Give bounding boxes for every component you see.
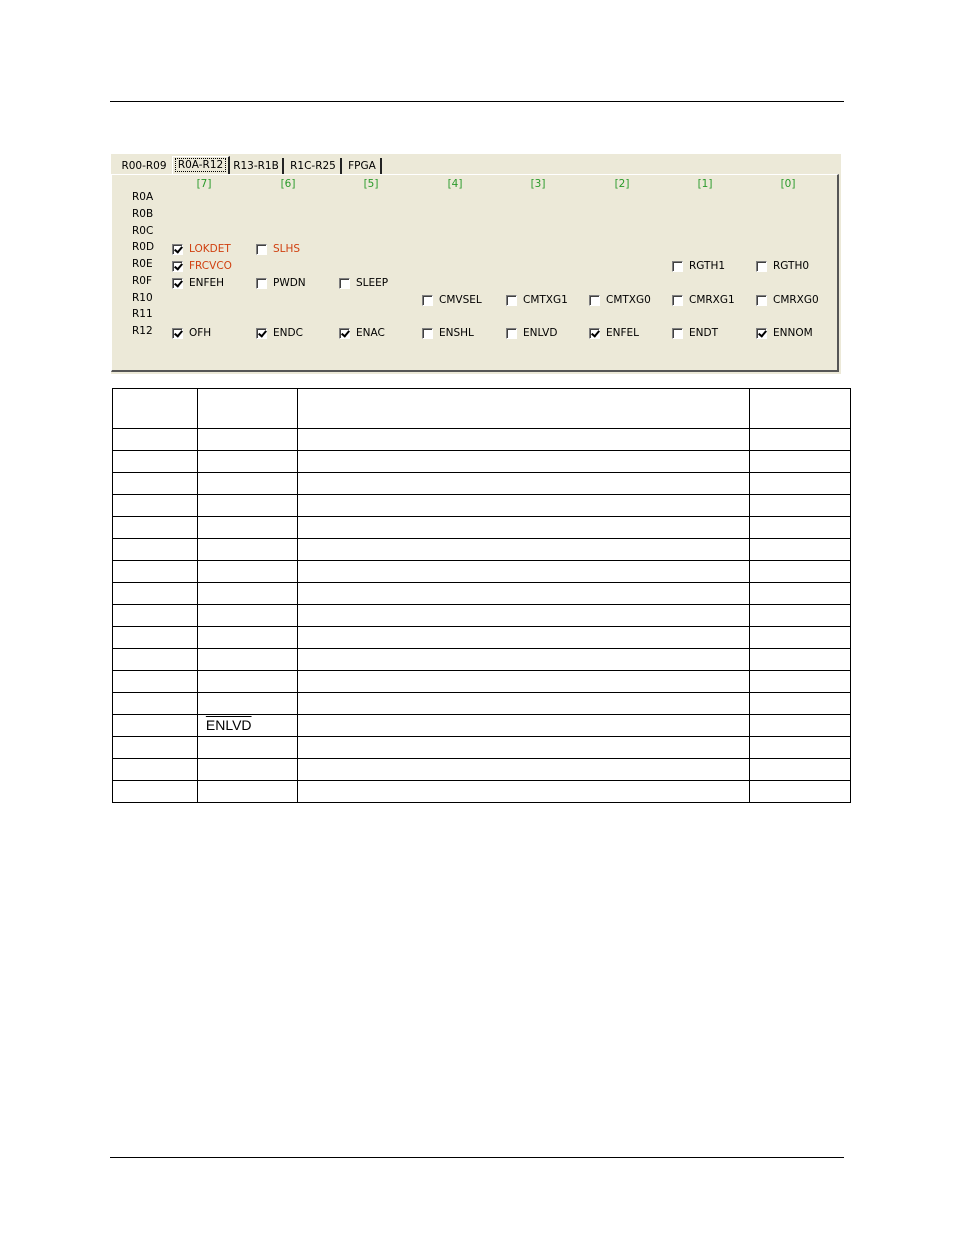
checkbox-box: [172, 261, 183, 272]
table-row: [113, 539, 851, 561]
table-row: [113, 451, 851, 473]
enlvd-bit-name: ENLVD: [205, 717, 252, 733]
checkbox-label: ENDC: [273, 327, 303, 339]
checkbox-endc[interactable]: [256, 327, 303, 339]
checkbox-label: SLEEP: [356, 277, 389, 289]
checkbox-box: [256, 278, 267, 289]
table-row: [113, 429, 851, 451]
checkbox-box: [756, 295, 767, 306]
checkbox-label: CMTXG0: [606, 294, 651, 306]
checkbox-label: SLHS: [273, 243, 301, 255]
checkbox-sleep[interactable]: [339, 277, 388, 289]
checkbox-ennom[interactable]: [756, 327, 813, 339]
checkbox-box: [506, 328, 517, 339]
checkbox-box: [672, 261, 683, 272]
table-row: [113, 495, 851, 517]
bit-header: [6]: [280, 178, 296, 190]
table-row: [113, 517, 851, 539]
checkbox-lokdet[interactable]: [172, 243, 231, 255]
checkbox-enac[interactable]: [339, 327, 385, 339]
register-label: R11: [132, 308, 153, 320]
checkbox-box: [756, 261, 767, 272]
checkbox-label: ENNOM: [773, 327, 813, 339]
checkbox-label: RGTH0: [773, 260, 810, 272]
bit-header: [3]: [530, 178, 546, 190]
checkbox-box: [672, 328, 683, 339]
checkbox-label: CMTXG1: [523, 294, 568, 306]
register-label: R0E: [132, 258, 153, 270]
checkbox-box: [256, 244, 267, 255]
checkbox-box: [672, 295, 683, 306]
checkbox-label: ENFEH: [189, 277, 225, 289]
register-dialog: [111, 154, 841, 374]
checkbox-enfel[interactable]: [589, 327, 639, 339]
table-header-row: [113, 389, 851, 429]
table-row: [113, 693, 851, 715]
checkbox-cmtxg1[interactable]: [506, 294, 568, 306]
checkbox-box: [422, 328, 433, 339]
checkbox-ofh[interactable]: [172, 327, 211, 339]
checkbox-cmrxg1[interactable]: [672, 294, 735, 306]
bit-header: [5]: [363, 178, 379, 190]
checkbox-enshl[interactable]: [422, 327, 474, 339]
table-row: [113, 583, 851, 605]
table-row: [113, 605, 851, 627]
register-label: R0B: [132, 208, 154, 220]
checkbox-rgth0[interactable]: [756, 260, 809, 272]
table-row: [113, 737, 851, 759]
checkbox-box: [339, 328, 350, 339]
table-row: [113, 715, 851, 737]
bottom-rule: [110, 1157, 844, 1158]
checkbox-label: ENLVD: [523, 327, 558, 339]
top-rule: [110, 101, 844, 102]
checkbox-label: CMVSEL: [439, 294, 482, 306]
table-row: [113, 649, 851, 671]
checkbox-label: ENDT: [689, 327, 718, 339]
register-label: R0D: [132, 241, 155, 253]
tab-r0a-r12[interactable]: R0A-R12: [172, 156, 230, 175]
tab-panel: [111, 174, 839, 372]
checkbox-label: RGTH1: [689, 260, 726, 272]
checkbox-label: CMRXG1: [689, 294, 735, 306]
checkbox-box: [589, 295, 600, 306]
tab-fpga[interactable]: FPGA: [344, 158, 382, 175]
table-row: [113, 759, 851, 781]
checkbox-label: ENFEL: [606, 327, 640, 339]
checkbox-endt[interactable]: [672, 327, 718, 339]
checkbox-box: [172, 278, 183, 289]
register-label: R0C: [132, 225, 154, 237]
checkbox-label: FRCVCO: [189, 260, 232, 272]
bit-header: [0]: [780, 178, 796, 190]
tab-r13-r1b[interactable]: R13-R1B: [230, 158, 284, 175]
checkbox-enlvd[interactable]: [506, 327, 557, 339]
checkbox-label: CMRXG0: [773, 294, 819, 306]
tab-r00-r09[interactable]: R00-R09: [121, 160, 167, 172]
table-row: [113, 561, 851, 583]
bit-header: [7]: [196, 178, 212, 190]
register-label: R10: [132, 292, 153, 304]
checkbox-label: PWDN: [273, 277, 306, 289]
checkbox-label: ENAC: [356, 327, 385, 339]
table-row: [113, 627, 851, 649]
checkbox-box: [172, 328, 183, 339]
checkbox-box: [422, 295, 433, 306]
register-label: R0F: [132, 275, 153, 287]
register-table: [112, 388, 851, 803]
checkbox-rgth1[interactable]: [672, 260, 725, 272]
checkbox-slhs[interactable]: [256, 243, 300, 255]
tab-bar: [111, 156, 841, 176]
checkbox-cmvsel[interactable]: [422, 294, 482, 306]
register-label: R12: [132, 325, 153, 337]
checkbox-cmrxg0[interactable]: [756, 294, 819, 306]
register-label: R0A: [132, 191, 154, 203]
checkbox-box: [506, 295, 517, 306]
checkbox-label: ENSHL: [439, 327, 474, 339]
checkbox-box: [756, 328, 767, 339]
checkbox-box: [339, 278, 350, 289]
checkbox-box: [256, 328, 267, 339]
table-row: [113, 473, 851, 495]
checkbox-cmtxg0[interactable]: [589, 294, 651, 306]
bit-header: [4]: [447, 178, 463, 190]
table-row: [113, 781, 851, 803]
table-row: [113, 671, 851, 693]
checkbox-label: LOKDET: [189, 243, 231, 255]
bit-header: [1]: [697, 178, 713, 190]
bit-header: [2]: [614, 178, 630, 190]
checkbox-label: OFH: [189, 327, 212, 339]
checkbox-box: [172, 244, 183, 255]
tab-r1c-r25[interactable]: R1C-R25: [286, 158, 342, 175]
checkbox-pwdn[interactable]: [256, 277, 306, 289]
checkbox-box: [589, 328, 600, 339]
checkbox-frcvco[interactable]: [172, 260, 232, 272]
checkbox-enfeh[interactable]: [172, 277, 224, 289]
